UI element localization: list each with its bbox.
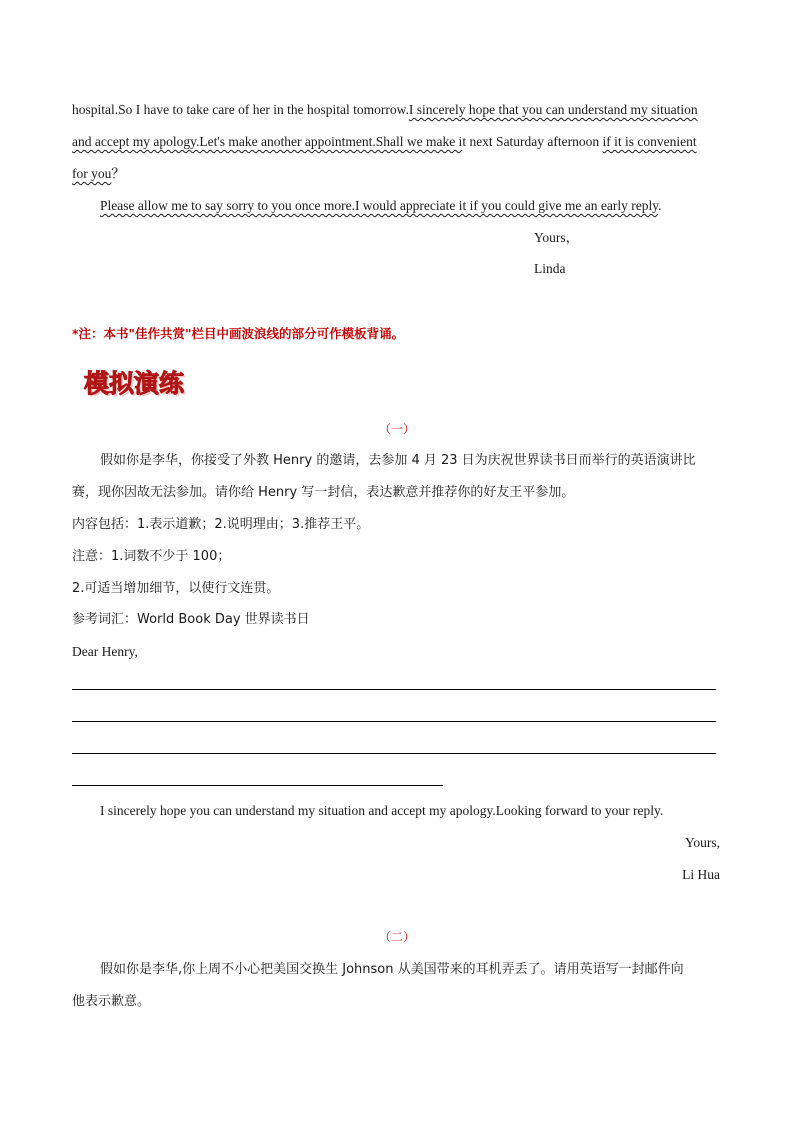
exercise-1-content: 内容包括：1.表示道歉；2.说明理由；3.推荐王平。 [72, 517, 370, 532]
exercise-1-ending-sentence: I sincerely hope you can understand my situation and accept my apology.Looking forward to your reply. [100, 803, 664, 818]
exercise-1-heading: （一） [378, 422, 415, 436]
letter-text: . [658, 198, 662, 213]
writing-line[interactable] [72, 689, 716, 690]
writing-line[interactable] [72, 785, 443, 786]
exercise-2-prompt-line-2: 他表示歉意。 [72, 994, 151, 1009]
section-banner [84, 364, 204, 398]
letter-text: ？ [111, 166, 125, 181]
exercise-1-notice: 注意：1.词数不少于 100； [72, 549, 231, 564]
exercise-1-vocabulary: 参考词汇：World Book Day 世界读书日 [72, 612, 310, 627]
exercise-2-prompt-line-1: 假如你是李华,你上周不小心把美国交换生 Johnson 从美国带来的耳机弄丢了。请用英语写一封邮件向 [100, 962, 684, 977]
letter-underlined-text: if it is convenient [602, 134, 697, 149]
exercise-1-signature: Li Hua [682, 867, 720, 882]
letter-underlined-text: for you [72, 166, 112, 181]
exercise-1-prompt-line-1: 假如你是李华，你接受了外教 Henry 的邀请，去参加 4 月 23 日为庆祝世界读书日而举行的英语演讲比 [100, 453, 696, 468]
letter-line-2 [72, 132, 722, 152]
exercise-1-closing: Yours, [684, 835, 720, 850]
letter-text: t next Saturday afternoon [462, 134, 603, 149]
exercise-1-salutation: Dear Henry, [72, 644, 138, 659]
letter-text: hospital.So I have to take care of her in the hospital tomorrow. [72, 102, 409, 117]
letter-underlined-text: I sincerely hope that you can understand my situation [408, 102, 698, 117]
template-note: *注：本书"佳作共赏"栏目中画波浪线的部分可作模板背诵。 [72, 326, 405, 341]
letter-line-1 [72, 100, 722, 120]
section-banner-title: 模拟演练 [84, 369, 185, 398]
letter-underlined-text: and accept my apology.Let's make another appointment.Shall we make i [72, 134, 463, 149]
exercise-1-notice-2: 2.可适当增加细节，以使行文连贯。 [72, 581, 280, 596]
letter-closing: Yours， [534, 230, 580, 245]
letter-line-4 [100, 196, 750, 216]
writing-line[interactable] [72, 753, 716, 754]
letter-underlined-text: Please allow me to say sorry to you once more.I would appreciate it if you could give me an early reply [100, 198, 659, 213]
letter-signature: Linda [534, 261, 566, 276]
writing-line[interactable] [72, 721, 716, 722]
letter-line-3 [72, 164, 722, 184]
exercise-2-heading: （二） [378, 930, 415, 944]
exercise-1-prompt-line-2: 赛，现你因故无法参加。请你给 Henry 写一封信，表达歉意并推荐你的好友王平参加。 [72, 485, 575, 500]
